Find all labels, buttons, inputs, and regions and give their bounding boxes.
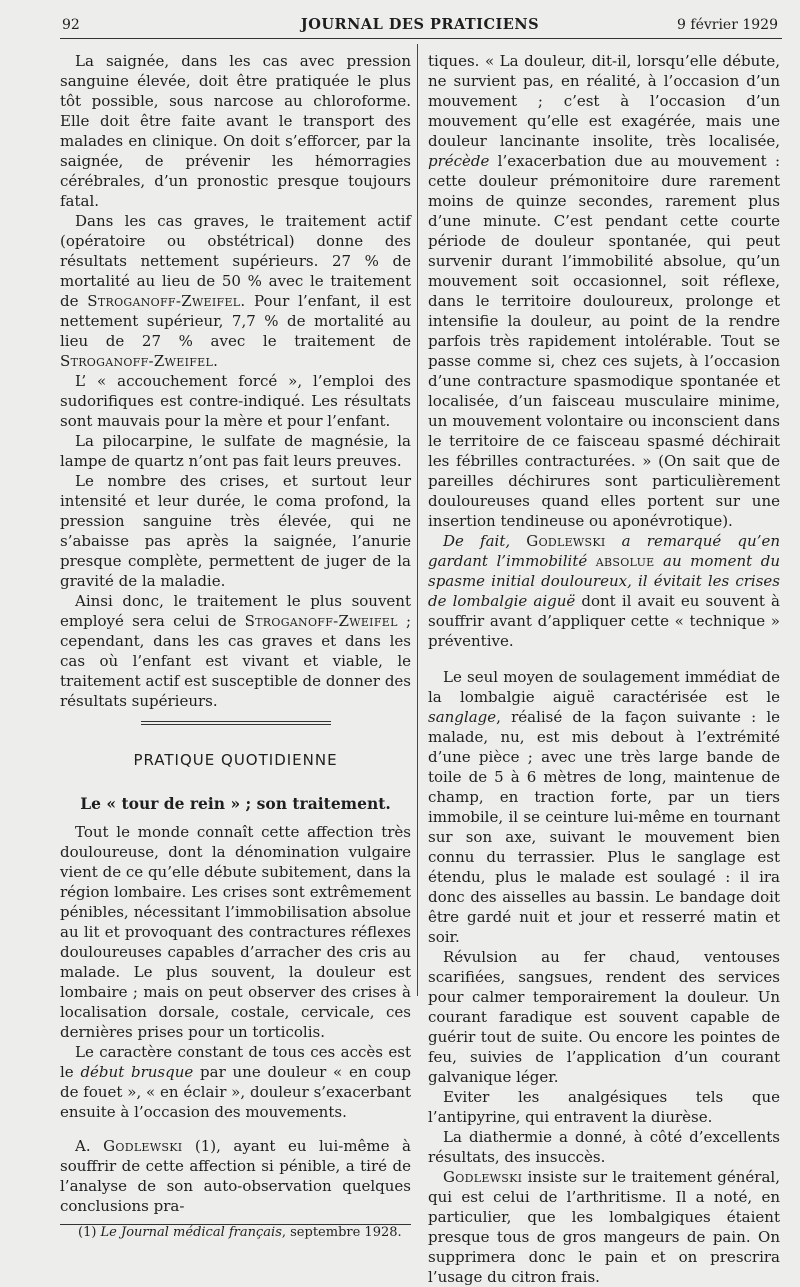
paragraph: Le caractère constant de tous ces accès est le début brusque par une douleur « en coup de fouet », « en éclair », douleur s’exacerbant ensuite à l’occasion des mouvements. [60,1043,411,1121]
left-column [60,51,411,1241]
paragraph: Godlewski insiste sur le traitement général, qui est celui de l’arthritisme. Il a noté, en particulier, que les lombalgiques étaient presque tous de gros mangeurs de pain. On supprimera donc le pain et on prescrira l’usage du citron frais. [428,1168,780,1286]
footnote: (1) Le Journal médical français, septembre 1928. [78,1225,402,1240]
paragraph: Eviter les analgésiques tels que l’antipyrine, qui entravent la diurèse. [428,1088,780,1126]
paragraph: Le seul moyen de soulagement immédiat de la lombalgie aiguë caractérisée est le sanglage, réalisé de la façon suivante : le malade, nu, est mis debout à l’extrémité d’une pièce ; avec une très large bande de toile de 5 à 6 mètres de long, maintenue de champ, en traction forte, par un tiers immobile, il se ceinture lui-même en tournant sur son axe, suivant le mouvement bien connu du terrassier. Plus le sanglage est étendu, plus le malade est soulagé : il ira donc des aisselles au bassin. Le bandage doit être gardé nuit et jour et resserré matin et soir. [428,668,780,946]
paragraph: Le nombre des crises, et surtout leur intensité et leur durée, le coma profond, la pression sanguine très élevée, qui ne s’abaisse pas après la saignée, l’anurie presque complète, permettent de juger de la gravité de la maladie. [60,472,411,590]
paragraph: La pilocarpine, le sulfate de magnésie, la lampe de quartz n’ont pas fait leurs preuves. [60,432,411,470]
paragraph: La diathermie a donné, à côté d’excellents résultats, des insuccès. [428,1128,780,1166]
paragraph: Dans les cas graves, le traitement actif (opératoire ou obstétrical) donne des résultats nettement supérieurs. 27 % de mortalité au lieu de 50 % avec le traitement de Stroganoff-Zweifel. Pour l’enfant, il est nettement supérieur, 7,7 % de mortalité au lieu de 27 % avec le traitement de Stroganoff-Zweifel. [60,212,411,370]
paragraph: De fait, Godlewski a remarqué qu’en gardant l’immobilité absolue au moment du spasme initial douloureux, il évitait les crises de lombalgie aiguë dont il avait eu souvent à souffrir avant d’appliquer cette « technique » préventive. [428,532,781,650]
header-rule [60,38,782,39]
section-separator [141,721,331,725]
paragraph: Tout le monde connaît cette affection très douloureuse, dont la dénomination vulgaire vient de ce qu’elle débute subitement, dans la région lombaire. Les crises sont extrêmement pénibles, nécessitant l’immobilisation absolue au lit et provoquant des contractures réflexes douloureuses capables d’arracher des cris au malade. Le plus souvent, la douleur est lombaire ; mais on peut observer des crises à localisation dorsale, costale, cervicale, ces dernières prises pour un torticolis. [60,823,411,1041]
paragraph: L’ « accouchement forcé », l’emploi des sudorifiques est contre-indiqué. Les résultats sont mauvais pour la mère et pour l’enfant. [60,372,411,430]
running-head [62,14,778,36]
issue-date: 9 février 1929 [677,17,778,33]
paragraph: Révulsion au fer chaud, ventouses scarifiées, sangsues, rendent des services pour calmer temporairement la douleur. Un courant faradique est souvent capable de guérir tout de suite. Ou encore les pointes de feu, suivies de l’application d’un courant galvanique léger. [428,948,780,1086]
paragraph: Ainsi donc, le traitement le plus souvent employé sera celui de Stroganoff-Zweifel ; cependant, dans les cas graves et dans les cas où l’enfant est vivant et viable, le traitement actif est susceptible de donner des résultats supérieurs. [60,592,411,710]
article-title: Le « tour de rein » ; son traitement. [80,794,391,813]
right-column [428,51,780,1287]
paragraph: La saignée, dans les cas avec pression sanguine élevée, doit être pratiquée le plus tôt possible, sous narcose au chloroforme. Elle doit être faite avant le transport des malades en clinique. On doit s’efforcer, par la saignée, de prévenir les hémorragies cérébrales, d’un pronostic presque toujours fatal. [60,52,411,210]
section-heading: PRATIQUE QUOTIDIENNE [133,751,338,769]
paragraph: tiques. « La douleur, dit-il, lorsqu’elle débute, ne survient pas, en réalité, à l’occasion d’un mouvement ; c’est à l’occasion d’un mouvement qu’elle est exagérée, mais une douleur lancinante insolite, très localisée, précède l’exacerbation due au mouvement : cette douleur prémonitoire dure rarement moins de quinze secondes, rarement plus d’une minute. C’est pendant cette courte période de douleur spontanée, qui peut survenir durant l’immobilité absolue, qu’un mouvement soit occasionnel, soit réflexe, dans le territoire douloureux, prolonge et intensifie la douleur, au point de la rendre parfois très rapidement intolérable. Tout se passe comme si, chez ces sujets, à l’occasion d’une contracture spasmodique spontanée et localisée, d’un faisceau musculaire minime, un mouvement volontaire ou inconscient dans le territoire de ce faisceau spasmé déchirait les fébrilles contracturées. » (On sait que de pareilles déchirures sont particulièrement douloureuses quand elles portent sur une insertion tendineuse ou aponévrotique). [428,52,780,530]
paragraph: A. Godlewski (1), ayant eu lui-même à souffrir de cette affection si pénible, a tiré de l’analyse de son auto-observation quelques conclusions pra- [60,1137,411,1215]
column-divider [417,44,418,996]
journal-title: JOURNAL DES PRATICIENS [300,16,540,33]
page-number: 92 [62,17,80,33]
